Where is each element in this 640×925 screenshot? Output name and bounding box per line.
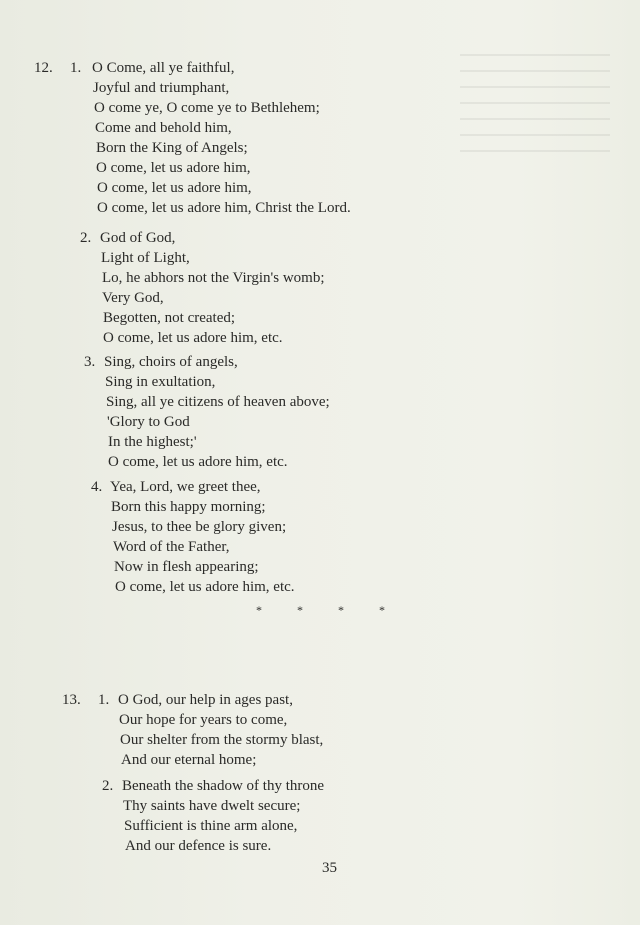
verse-line: Jesus, to thee be glory given; [112,519,287,535]
verse-line: God of God, [100,230,176,246]
verse-line: Begotten, not created; [103,310,236,326]
verse-line: In the highest;' [108,434,197,450]
verse-line: Light of Light, [101,250,190,266]
verse-line: O come, let us adore him, etc. [103,330,283,346]
verse-line: O come, let us adore him, etc. [115,579,295,595]
verse-line: Very God, [102,290,164,306]
verse-line: And our eternal home; [121,752,257,768]
verse-line: O Come, all ye faithful, [92,60,235,76]
verse-line: Sing, choirs of angels, [104,354,238,370]
verse-number: 1. [98,692,110,708]
verse-line: O come, let us adore him, [96,160,251,176]
verse-line: Born the King of Angels; [96,140,248,156]
section-separator [256,603,420,618]
verse-line: Beneath the shadow of thy throne [122,778,325,794]
verse-line: O come, let us adore him, etc. [108,454,288,470]
verse-line: O come ye, O come ye to Bethlehem; [94,100,320,116]
verse-number: 4. [91,479,103,495]
separator-star: * [338,603,344,617]
hymn-number: 12. [34,60,53,76]
verse-line: And our defence is sure. [125,838,272,854]
verse-line: Come and behold him, [95,120,232,136]
hymn-number: 13. [62,692,81,708]
verse-line: Lo, he abhors not the Virgin's womb; [102,270,325,286]
verse-line: Born this happy morning; [111,499,266,515]
verse-line: 'Glory to God [107,414,190,430]
page-number: 35 [322,860,337,876]
verse-line: Now in flesh appearing; [114,559,259,575]
verse-line: Our shelter from the stormy blast, [120,732,324,748]
verse-line: Sufficient is thine arm alone, [124,818,298,834]
bleed-through-shadow [460,40,610,160]
verse-line: O come, let us adore him, [97,180,252,196]
verse-line: O come, let us adore him, Christ the Lord. [97,200,351,216]
separator-star: * [297,603,303,617]
verse-number: 2. [102,778,114,794]
separator-star: * [379,603,385,617]
verse-line: Sing, all ye citizens of heaven above; [106,394,330,410]
verse-number: 2. [80,230,92,246]
verse-line: Our hope for years to come, [119,712,288,728]
verse-line: Thy saints have dwelt secure; [123,798,301,814]
verse-line: Word of the Father, [113,539,230,555]
verse-line: O God, our help in ages past, [118,692,293,708]
verse-line: Sing in exultation, [105,374,216,390]
verse-number: 3. [84,354,96,370]
separator-star: * [256,603,262,617]
verse-number: 1. [70,60,82,76]
verse-line: Joyful and triumphant, [93,80,230,96]
verse-line: Yea, Lord, we greet thee, [110,479,261,495]
